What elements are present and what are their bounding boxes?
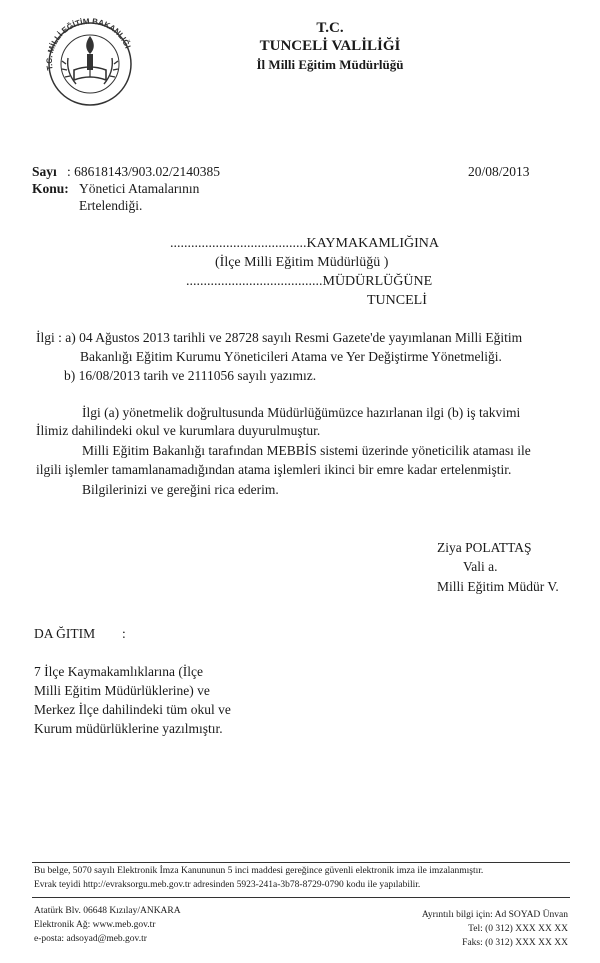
footer-rule-bottom — [32, 897, 570, 898]
distribution-colon: : — [122, 626, 126, 641]
konu-label: Konu: — [32, 181, 69, 196]
footer-notice-1: Bu belge, 5070 sayılı Elektronik İmza Kanununun 5 inci maddesi gereğince güvenli elektronik imza ile imzalanmıştır. — [34, 866, 484, 876]
header-valilik: TUNCELİ VALİLİĞİ — [259, 38, 401, 54]
signatory-title-2: Milli Eğitim Müdür V. — [437, 579, 559, 594]
recipient-line-3: .......................................MÜDÜRLÜĞÜNE — [186, 274, 433, 289]
signatory-title-1: Vali a. — [463, 559, 498, 574]
footer-email: e-posta: adsoyad@meb.gov.tr — [34, 934, 147, 944]
distribution-heading: DA ĞITIM — [34, 626, 96, 641]
ilgi-a-line-2: Bakanlığı Eğitim Kurumu Yöneticileri Atama ve Yer Değiştirme Yönetmeliği. — [80, 349, 502, 364]
paragraph-1-line-1: İlgi (a) yönetmelik doğrultusunda Müdürlüğümüzce hazırlanan ilgi (b) iş takvimi — [82, 405, 521, 420]
paragraph-1-line-2: İlimiz dahilindeki okul ve kurumlara duyurulmuştur. — [36, 423, 321, 438]
konu-value-1: Yönetici Atamalarının — [79, 181, 200, 196]
document-date: 20/08/2013 — [468, 164, 530, 179]
footer-address: Atatürk Blv. 06648 Kızılay/ANKARA — [34, 906, 181, 916]
header-tc: T.C. — [316, 20, 344, 36]
sayi-value: : 68618143/903.02/2140385 — [67, 164, 221, 179]
paragraph-3: Bilgilerinizi ve gereğini rica ederim. — [82, 482, 279, 497]
footer-tel: Tel: (0 312) XXX XX XX — [468, 924, 568, 934]
recipient-line-2: (İlçe Milli Eğitim Müdürlüğü ) — [215, 255, 389, 270]
distribution-line-2: Milli Eğitim Müdürlüklerine) ve — [34, 683, 210, 698]
ilgi-b-line: b) 16/08/2013 tarih ve 2111056 sayılı yazımız. — [64, 368, 317, 383]
distribution-line-1: 7 İlçe Kaymakamlıklarına (İlçe — [34, 664, 204, 679]
footer-fax: Faks: (0 312) XXX XX XX — [462, 938, 568, 948]
footer-contact: Ayrıntılı bilgi için: Ad SOYAD Ünvan — [421, 910, 568, 920]
signatory-name: Ziya POLATTAŞ — [437, 540, 532, 555]
recipient-line-1: .......................................KAYMAKAMLIĞINA — [170, 236, 439, 251]
paragraph-2-line-2: ilgili işlemler tamamlanamadığından atama işlemleri ikinci bir emre kadar ertelenmiştir. — [36, 462, 512, 477]
header-mudurluk: İl Milli Eğitim Müdürlüğü — [256, 57, 404, 72]
distribution-line-3: Merkez İlçe dahilindeki tüm okul ve — [34, 702, 231, 717]
paragraph-2-line-1: Milli Eğitim Bakanlığı tarafından MEBBİS sistemi üzerinde yöneticilik ataması ile — [82, 443, 531, 458]
ministry-seal-logo — [40, 14, 140, 106]
footer-notice-2: Evrak teyidi http://evraksorgu.meb.gov.tr adresinden 5923-241a-3b78-8729-0790 kodu ile yapılabilir. — [34, 880, 421, 890]
svg-text:T.C. MİLLİ EĞİTİM BAKANLIĞI: T.C. MİLLİ EĞİTİM BAKANLIĞI — [44, 16, 133, 72]
footer-rule-top — [32, 862, 570, 863]
konu-value-2: Ertelendiği. — [79, 198, 143, 213]
distribution-line-4: Kurum müdürlüklerine yazılmıştır. — [34, 721, 223, 736]
ilgi-a-line-1: İlgi : a) 04 Ağustos 2013 tarihli ve 28728 sayılı Resmi Gazete'de yayımlanan Milli Eğitim — [36, 330, 523, 345]
recipient-line-4: TUNCELİ — [367, 293, 427, 308]
sayi-label: Sayı — [32, 164, 57, 179]
footer-web: Elektronik Ağ: www.meb.gov.tr — [34, 920, 156, 930]
